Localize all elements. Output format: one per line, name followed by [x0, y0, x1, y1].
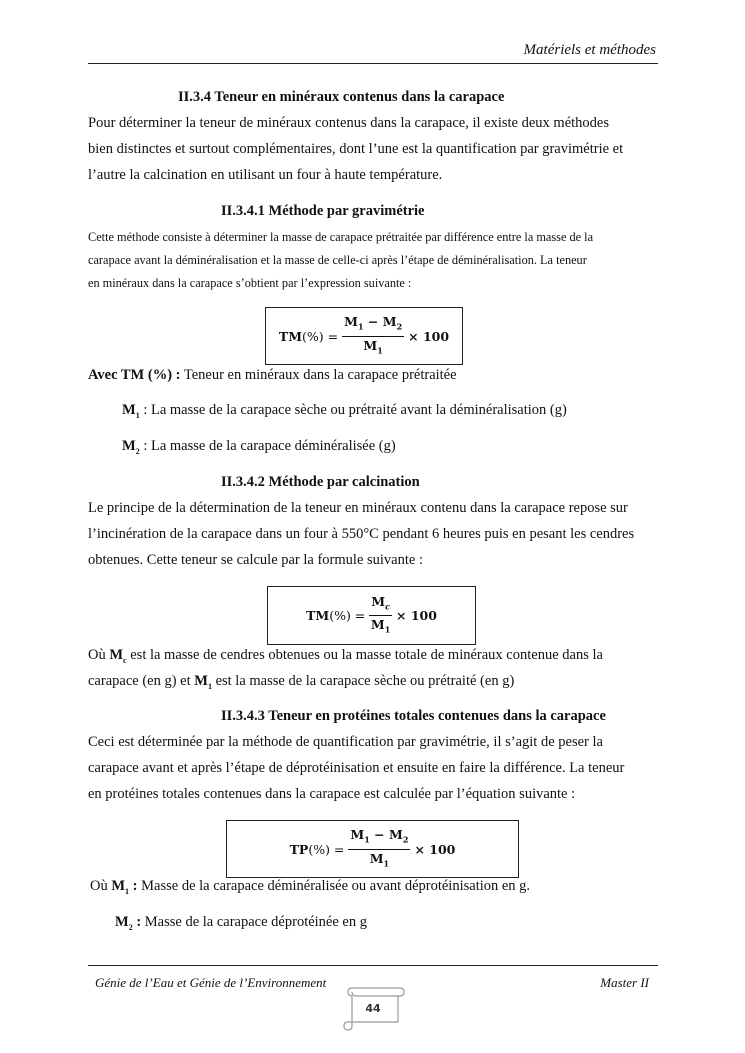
tp-m2-definition: [115, 914, 687, 932]
m2-sub: 2: [128, 922, 133, 932]
footer-left: Génie de l’Eau et Génie de l’Environnement: [95, 975, 327, 990]
m2-label: M: [122, 438, 136, 454]
m2-text: Masse de la carapace déprotéinée en g: [141, 914, 367, 930]
proteines-line-3: en protéines totales contenues dans la carapace est calculée par l’équation suivante :: [88, 786, 576, 802]
intro-line-2: bien distinctes et surtout complémentaires, dont l’une est la quantification par gravimétrie et: [88, 141, 624, 157]
denominator-m1-sub: 1: [383, 858, 390, 868]
footer-rule: [88, 965, 658, 966]
formula-unit: (%) =: [302, 328, 339, 344]
m1-label: M: [111, 878, 126, 894]
mc-sub: c: [123, 655, 127, 665]
formula-unit: (%) =: [329, 608, 366, 623]
formula-fraction: [342, 314, 404, 358]
gravimetrie-line-1: Cette méthode consiste à déterminer la masse de carapace prétraitée par différence entre la masse de la: [88, 230, 594, 244]
minus-sign: −: [369, 827, 390, 842]
intro-line-3: l’autre la calcination en utilisant un four à haute température.: [88, 167, 443, 183]
m2-definition: [122, 438, 694, 456]
numerator-m1: M: [350, 827, 365, 842]
ou-line-1-text: est la masse de cendres obtenues ou la masse totale de minéraux contenue dans la: [126, 647, 603, 663]
numerator-mc-sub: c: [385, 601, 390, 611]
calcination-line-2: l’incinération de la carapace dans un four à 550°C pendant 6 heures puis en pesant les cendres: [88, 526, 635, 542]
header-rule: [88, 63, 658, 64]
formula-fraction: [369, 594, 392, 638]
m2-sub: 2: [135, 446, 140, 456]
formula-box-tp: [226, 820, 519, 878]
avec-label: Avec TM (%) :: [88, 367, 181, 383]
ou-line-1: [88, 647, 660, 665]
numerator-mc: M: [371, 593, 386, 609]
avec-text: Teneur en minéraux dans la carapace prétraitée: [180, 367, 457, 383]
avec-line: [88, 367, 660, 384]
ou-text: Où: [88, 647, 110, 663]
m1-sub: 1: [135, 410, 140, 420]
ou-line-2-text-a: carapace (en g) et: [88, 673, 195, 689]
mc-label: M: [109, 647, 124, 663]
m1-sub: 1: [207, 681, 212, 691]
m1-text: Masse de la carapace déminéralisée ou avant déprotéinisation en g.: [137, 878, 531, 894]
formula-label: TM: [278, 328, 303, 344]
footer-right: Master II: [600, 975, 649, 990]
m1-text: : La masse de la carapace sèche ou prétraité avant la déminéralisation (g): [139, 402, 567, 418]
m2-text: : La masse de la carapace déminéralisée (g): [139, 438, 396, 454]
proteines-heading: II.3.4.3 Teneur en protéines totales contenues dans la carapace: [221, 708, 606, 724]
calcination-line-1: Le principe de la détermination de la teneur en minéraux contenu dans la carapace repose sur: [88, 500, 628, 516]
minus-sign: −: [363, 314, 383, 329]
section-heading: II.3.4 Teneur en minéraux contenus dans la carapace: [178, 89, 505, 105]
ou-line-2-text-b: est la masse de la carapace sèche ou prétraité (en g): [211, 673, 515, 689]
m1-sub: 1: [125, 886, 130, 896]
denominator-m1-sub: 1: [384, 624, 391, 635]
ou-line-2: [88, 673, 660, 691]
ou-text: Où: [90, 878, 112, 894]
formula-times: × 100: [396, 608, 437, 623]
denominator-m1: M: [370, 617, 385, 632]
formula-label: TP: [289, 841, 309, 857]
denominator-m1-sub: 1: [377, 345, 383, 355]
proteines-line-2: carapace avant et après l’étape de déprotéinisation et ensuite en faire la différence. La teneur: [88, 760, 625, 776]
intro-line-1: Pour déterminer la teneur de minéraux contenus dans la carapace, il existe deux méthodes: [88, 115, 609, 131]
gravimetrie-line-2: carapace avant la déminéralisation et la masse de celle-ci après l’étape de déminéralisation. La teneur: [88, 253, 587, 267]
formula-box-tm-calcination: [267, 586, 476, 645]
numerator-m2: M: [389, 827, 403, 842]
m1-label: M: [122, 402, 136, 418]
numerator-m2: M: [382, 314, 397, 329]
formula-times: × 100: [408, 328, 450, 344]
formula-unit: (%) =: [308, 841, 345, 857]
formula-box-tm-gravimetrie: [265, 307, 463, 365]
formula-times: × 100: [414, 841, 456, 857]
numerator-m1-sub: 1: [357, 321, 364, 332]
numerator-m2-sub: 2: [402, 834, 409, 845]
calcination-heading: II.3.4.2 Méthode par calcination: [221, 474, 420, 490]
m2-colon: :: [132, 914, 142, 930]
page-number: 44: [365, 1002, 381, 1015]
denominator-m1: M: [363, 337, 378, 353]
numerator-m1-sub: 1: [364, 834, 370, 845]
numerator-m2-sub: 2: [396, 321, 403, 332]
m1-colon: :: [129, 878, 138, 894]
running-header: Matériels et méthodes: [523, 42, 656, 58]
m1-label: M: [194, 673, 208, 689]
calcination-line-3: obtenues. Cette teneur se calcule par la formule suivante :: [88, 552, 423, 568]
numerator-m1: M: [344, 314, 358, 329]
m1-definition: [122, 402, 694, 420]
tp-m1-definition: [90, 878, 662, 896]
proteines-line-1: Ceci est déterminée par la méthode de quantification par gravimétrie, il s’agit de peser la: [88, 734, 603, 750]
gravimetrie-line-3: en minéraux dans la carapace s’obtient par l’expression suivante :: [88, 276, 412, 290]
m2-label: M: [115, 914, 129, 930]
denominator-m1: M: [369, 850, 384, 866]
gravimetrie-heading: II.3.4.1 Méthode par gravimétrie: [221, 203, 425, 219]
formula-fraction: [348, 827, 410, 871]
formula-label: TM: [306, 608, 330, 623]
